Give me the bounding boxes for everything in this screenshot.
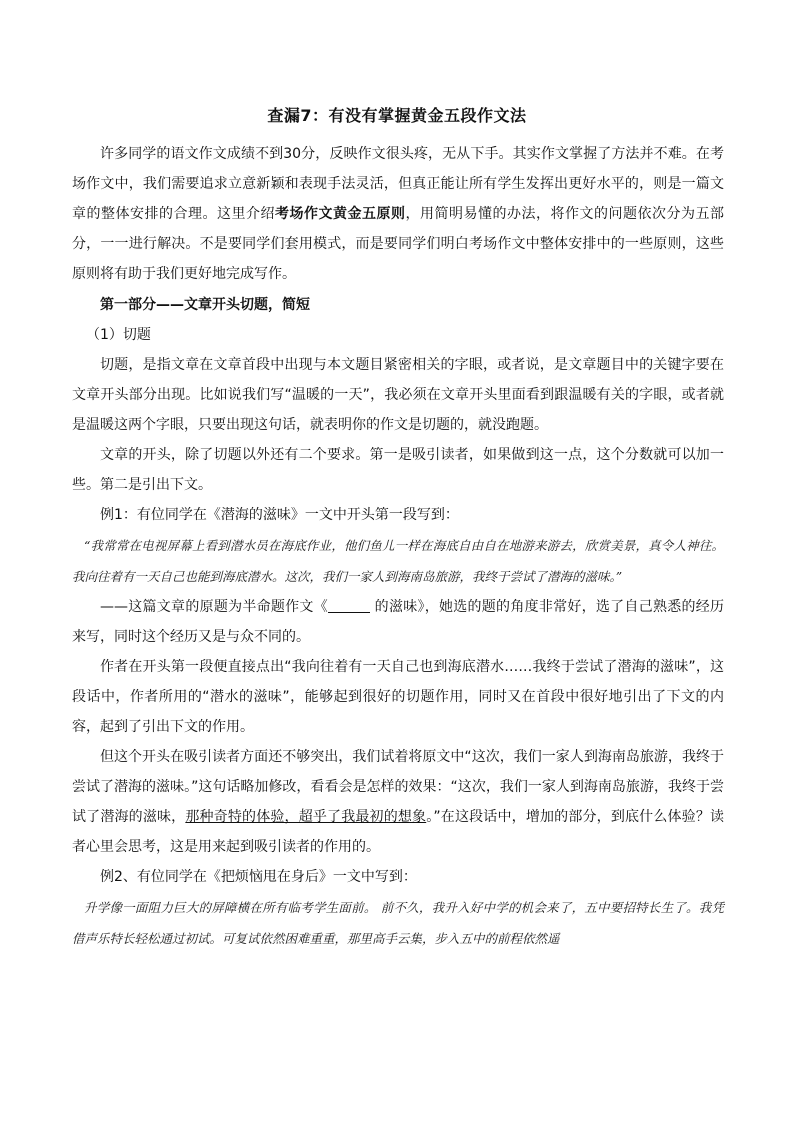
comment-text-end: 的滋味》，她选的题的角度非常好，选了自己熟悉的经历来写，同时这个经历又是与众不同的。 — [72, 599, 725, 645]
fill-in-blank — [328, 598, 370, 613]
paragraph-revision-suggestion — [72, 742, 724, 862]
subheading-cut-topic: （1）切题 — [86, 327, 151, 343]
paragraph-example-1-comment — [72, 592, 724, 652]
paragraph-author-analysis: 作者在开头第一段便直接点出“我向往着有一天自己也到海底潜水……我终于尝试了潜海的滋味”，这段话中，作者所用的“潜水的滋味”，能够起到很好的切题作用，同时又在首段中很好地引出了下文的内容，起到了引出下文的作用。 — [72, 659, 724, 735]
comment-text-start: ——这篇文章的原题为半命题作文《 — [100, 599, 328, 615]
example-1-label: 例1：有位同学在《潜海的滋味》一文中开头第一段写到： — [100, 507, 459, 523]
intro-bold-phrase: 考场作文黄金五原则 — [275, 206, 406, 222]
intro-paragraph — [72, 139, 724, 289]
intro-text-end: ，用简明易懂的办法，将作文的问题依次分为五部分，一一进行解决。不是要同学们套用模式，而是要同学们明白考场作文中整体安排中的一些原则，这些原则将有助于我们更好地完成写作。 — [72, 206, 724, 282]
document-body — [72, 139, 724, 954]
page-title: 查漏7：有没有掌握黄金五段作文法 — [267, 106, 527, 125]
intro-text-start: 许多同学的语文作文成绩不到30分，反映作文很头疼，无从下手。其实作文掌握了方法并不难。在考场作文中，我们需要追求立意新颖和表现手法灵活，但真正能让所有学生发挥出更好水平的，则是一篇文章的整体安排的合理。这里介绍 — [72, 146, 724, 222]
revision-text-start: 但这个开头在吸引读者方面还不够突出，我们试着将原文中“这次，我们一家人到海南岛旅游，我终于尝试了潜海的滋味。”这句话略加修改，看看会是怎样的效果：“这次，我们一家人到海南岛旅游，我终于尝试了潜海的滋味， — [72, 749, 724, 825]
section-heading-part1: 第一部分——文章开头切题，简短 — [100, 297, 310, 313]
example-2-label: 例2、有位同学在《把烦恼甩在身后》一文中写到： — [100, 869, 417, 885]
example-1-quote: “我常常在电视屏幕上看到潜水员在海底作业，他们鱼儿一样在海底自由自在地游来游去，欣赏美景，真令人神往。我向往着有一天自己也能到海底潜水。这次，我们一家人到海南岛旅游，我终于尝试了潜海的滋味。” — [72, 538, 724, 584]
paragraph-cut-topic: 切题，是指文章在文章首段中出现与本文题目紧密相关的字眼，或者说，是文章题目中的关键字要在文章开头部分出现。比如说我们写“温暖的一天”，我必须在文章开头里面看到跟温暖有关的字眼，或者就是温暖这两个字眼，只要出现这句话，就表明你的作文是切题的，就没跑题。 — [72, 357, 724, 433]
revision-underlined-phrase: 那种奇特的体验，超乎了我最初的想象 — [185, 809, 427, 825]
example-2-quote: 升学像一面阻力巨大的屏障横在所有临考学生面前。 前不久，我升入好中学的机会来了，五中要招特长生了。我凭借声乐特长轻松通过初试。可复试依然困难重重，那里高手云集，步入五中的前程依然遥 — [72, 900, 724, 946]
revision-text-end: 。”在这段话中，增加的部分，到底什么体验？读者心里会思考，这是用来起到吸引读者的作用的。 — [72, 809, 725, 855]
paragraph-opening-requirements: 文章的开头，除了切题以外还有二个要求。第一是吸引读者，如果做到这一点，这个分数就可以加一些。第二是引出下文。 — [72, 447, 724, 493]
